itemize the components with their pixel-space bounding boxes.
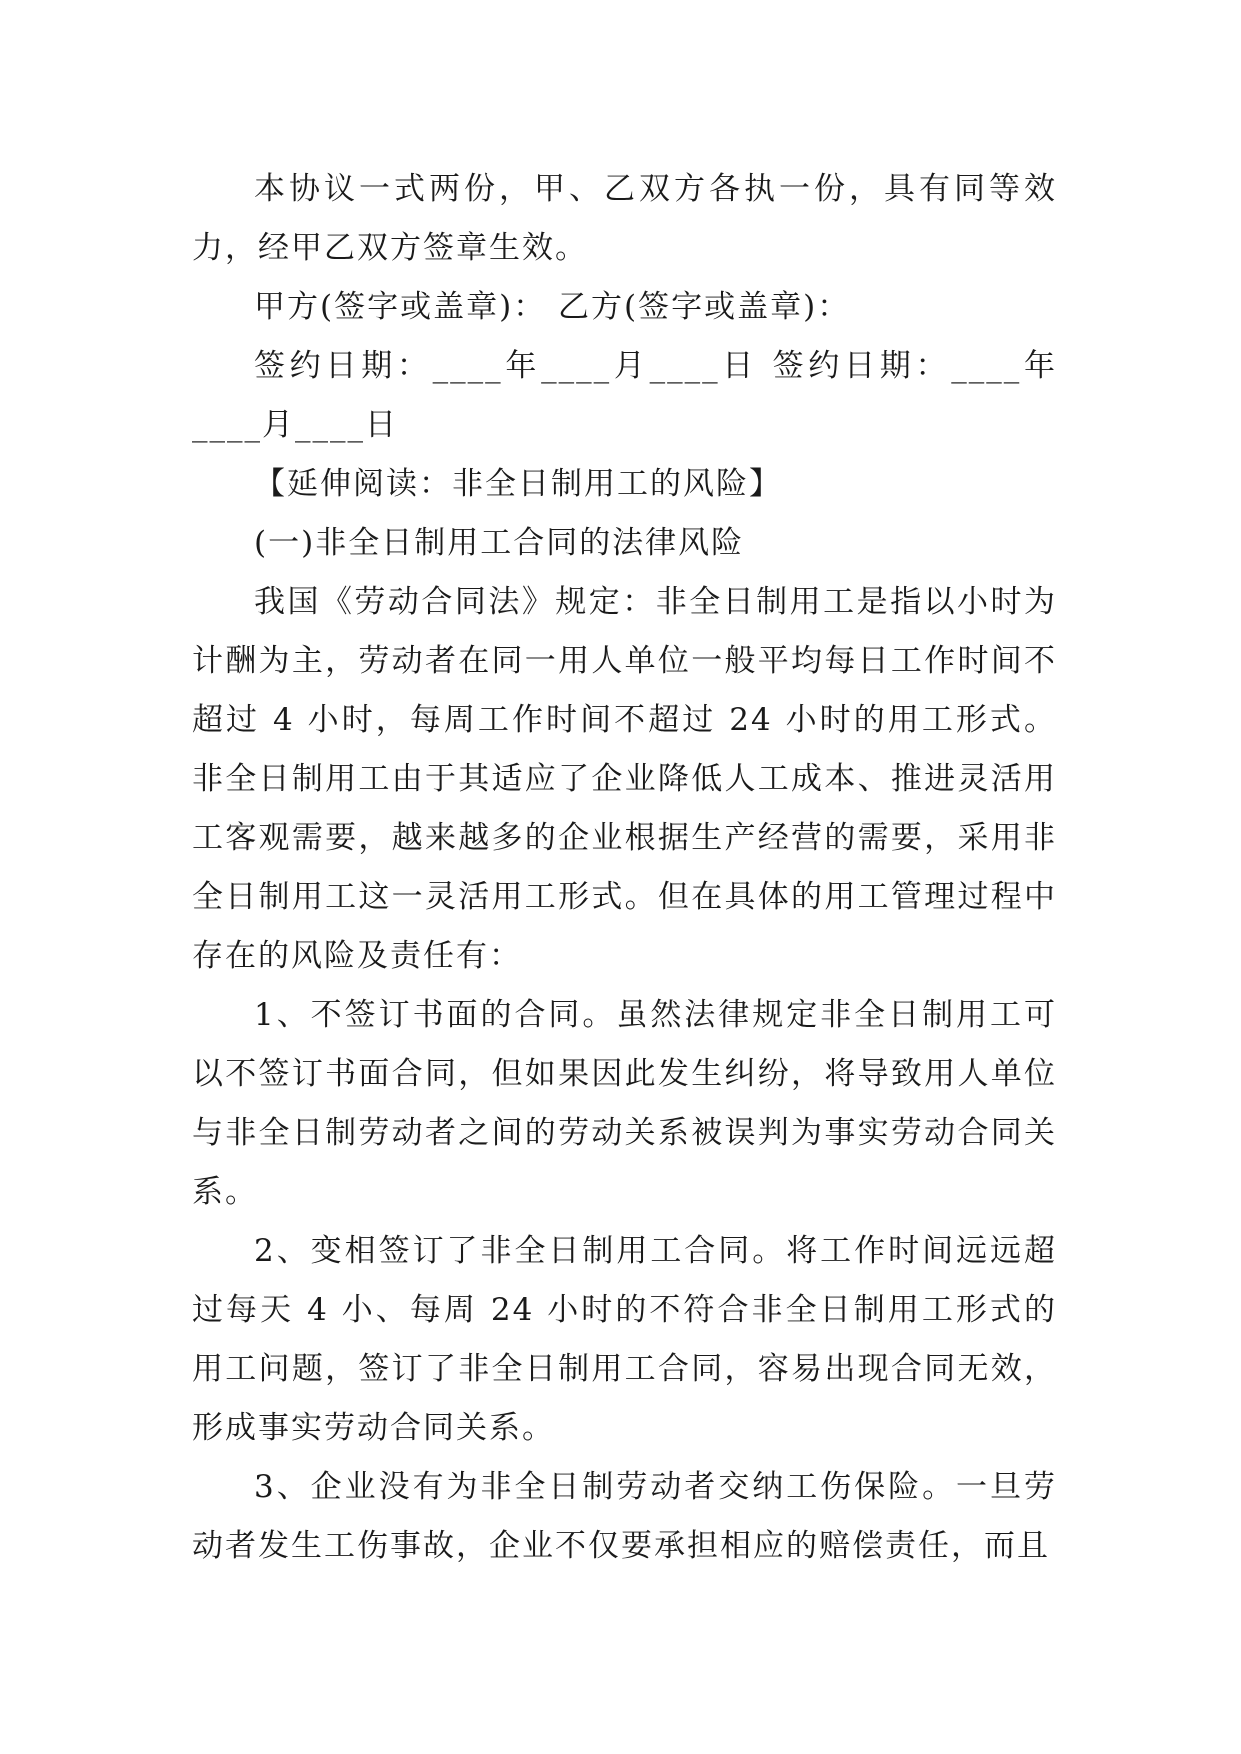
paragraph-risk-2: 2、变相签订了非全日制用工合同。将工作时间远远超过每天 4 小、每周 24 小时的不符合非全日制用工形式的用工问题，签订了非全日制用工合同，容易出现合同无效，形成事实劳动合同关系。 [192,1233,1057,1446]
paragraph-signature-parties: 甲方(签字或盖章)： 乙方(签字或盖章)： [254,289,851,325]
paragraph-agreement-copies: 本协议一式两份，甲、乙双方各执一份，具有同等效力，经甲乙双方签章生效。 [192,171,1057,266]
document-body [192,160,1057,1576]
section-heading-extended-reading: 【延伸阅读：非全日制用工的风险】 [254,466,782,502]
paragraph-risk-3: 3、企业没有为非全日制劳动者交纳工伤保险。一旦劳动者发生工伤事故，企业不仅要承担相应的赔偿责任，而且 [192,1469,1057,1564]
subsection-heading-legal-risk: (一)非全日制用工合同的法律风险 [254,525,745,561]
paragraph-labor-law-definition: 我国《劳动合同法》规定：非全日制用工是指以小时为计酬为主，劳动者在同一用人单位一般平均每日工作时间不超过 4 小时，每周工作时间不超过 24 小时的用工形式。非全日制用工由于其适应了企业降低人工成本、推进灵活用工客观需要，越来越多的企业根据生产经营的需要，采用非全日制用工这一灵活用工形式。但在具体的用工管理过程中存在的风险及责任有： [192,584,1057,974]
paragraph-risk-1: 1、不签订书面的合同。虽然法律规定非全日制用工可以不签订书面合同，但如果因此发生纠纷，将导致用人单位与非全日制劳动者之间的劳动关系被误判为事实劳动合同关系。 [192,997,1057,1210]
paragraph-signing-dates: 签约日期：____年____月____日 签约日期：____年____月____日 [192,348,1057,443]
